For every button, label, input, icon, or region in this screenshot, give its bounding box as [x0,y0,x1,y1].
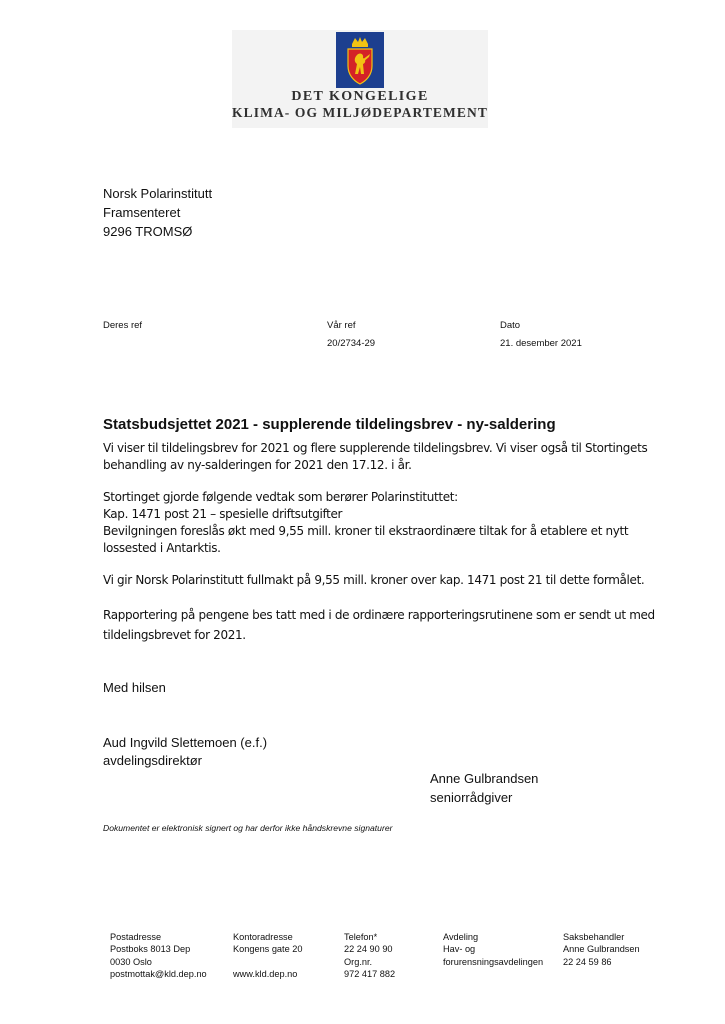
body-line: Bevilgningen foreslås økt med 9,55 mill. kroner til ekstraordinære tiltak for å etablere et nytt [103,524,629,538]
footer-avdeling-heading: Avdeling [443,932,479,942]
signatory-1-title: avdelingsdirektør [103,753,202,768]
body-line: Vi gir Norsk Polarinstitutt fullmakt på 9,55 mill. kroner over kap. 1471 post 21 til dette formålet. [103,573,645,587]
deres-ref-label: Deres ref [103,320,143,331]
footer-kontoradresse-line [233,956,302,968]
footer-saksbehandler-phone: 22 24 59 86 [563,956,612,967]
coat-of-arms-icon [336,32,384,88]
signatory-2-title: seniorrådgiver [430,790,513,805]
footer-telefon [344,931,395,981]
electronic-signature-note: Dokumentet er elektronisk signert og har derfor ikke håndskrevne signaturer [103,823,393,833]
body-line: Vi viser til tildelingsbrev for 2021 og flere supplerende tildelingsbrev. Vi viser også til Stortingets [103,441,648,455]
footer-saksbehandler-line [563,968,640,980]
date-value: 21. desember 2021 [500,338,582,349]
footer-postadresse-line: 0030 Oslo [110,956,152,967]
letter-subject: Statsbudsjettet 2021 - supplerende tildelingsbrev - ny-saldering [103,416,556,433]
letterhead-line-2: KLIMA- OG MILJØDEPARTEMENT [232,105,488,120]
footer-saksbehandler-heading: Saksbehandler [563,932,625,942]
recipient-postcode-city: 9296 TROMSØ [103,224,193,239]
recipient-name: Norsk Polarinstitutt [103,186,213,201]
footer-email: postmottak@kld.dep.no [110,969,207,980]
footer-saksbehandler [563,931,640,981]
footer-website: www.kld.dep.no [233,969,298,980]
footer-orgnr-label: Org.nr. [344,956,373,967]
body-line: Stortinget gjorde følgende vedtak som berører Polarinstituttet: [103,490,458,504]
footer-avdeling-line: forurensningsavdelingen [443,956,544,967]
date-label: Dato [500,320,521,331]
footer-avdeling [443,931,543,981]
footer-orgnr-value: 972 417 882 [344,969,396,980]
body-line: Kap. 1471 post 21 – spesielle driftsutgifter [103,507,343,521]
recipient-address: Framsenteret [103,205,181,220]
signatory-1-name: Aud Ingvild Slettemoen (e.f.) [103,735,268,750]
signatory-2-name: Anne Gulbrandsen [430,771,539,786]
closing-greeting: Med hilsen [103,680,166,695]
body-paragraph-3 [103,572,643,589]
body-line: behandling av ny-salderingen for 2021 den 17.12. i år. [103,458,412,472]
letterhead-line-1: DET KONGELIGE [291,89,429,104]
footer-telefon-heading: Telefon* [344,932,378,942]
footer-kontoradresse-heading: Kontoradresse [233,932,293,942]
body-paragraph-1 [103,440,648,474]
footer-telefon-number: 22 24 90 90 [344,944,393,955]
body-line: lossested i Antarktis. [103,541,221,555]
footer-postadresse-heading: Postadresse [110,932,162,942]
footer-avdeling-line [443,968,543,980]
footer-postadresse-line: Postboks 8013 Dep [110,944,191,955]
body-paragraph-2 [103,489,643,557]
body-paragraph-4 [103,605,655,645]
footer-saksbehandler-name: Anne Gulbrandsen [563,944,640,955]
body-line: Rapportering på pengene bes tatt med i de ordinære rapporteringsrutinene som er sendt ut med [103,608,655,622]
footer-kontoradresse [233,931,302,981]
footer-kontoradresse-line: Kongens gate 20 [233,944,303,955]
var-ref-value: 20/2734-29 [327,338,376,349]
body-line: tildelingsbrevet for 2021. [103,628,246,642]
var-ref-label: Vår ref [327,320,356,331]
footer-postadresse [110,931,207,981]
footer-avdeling-line: Hav- og [443,944,476,955]
